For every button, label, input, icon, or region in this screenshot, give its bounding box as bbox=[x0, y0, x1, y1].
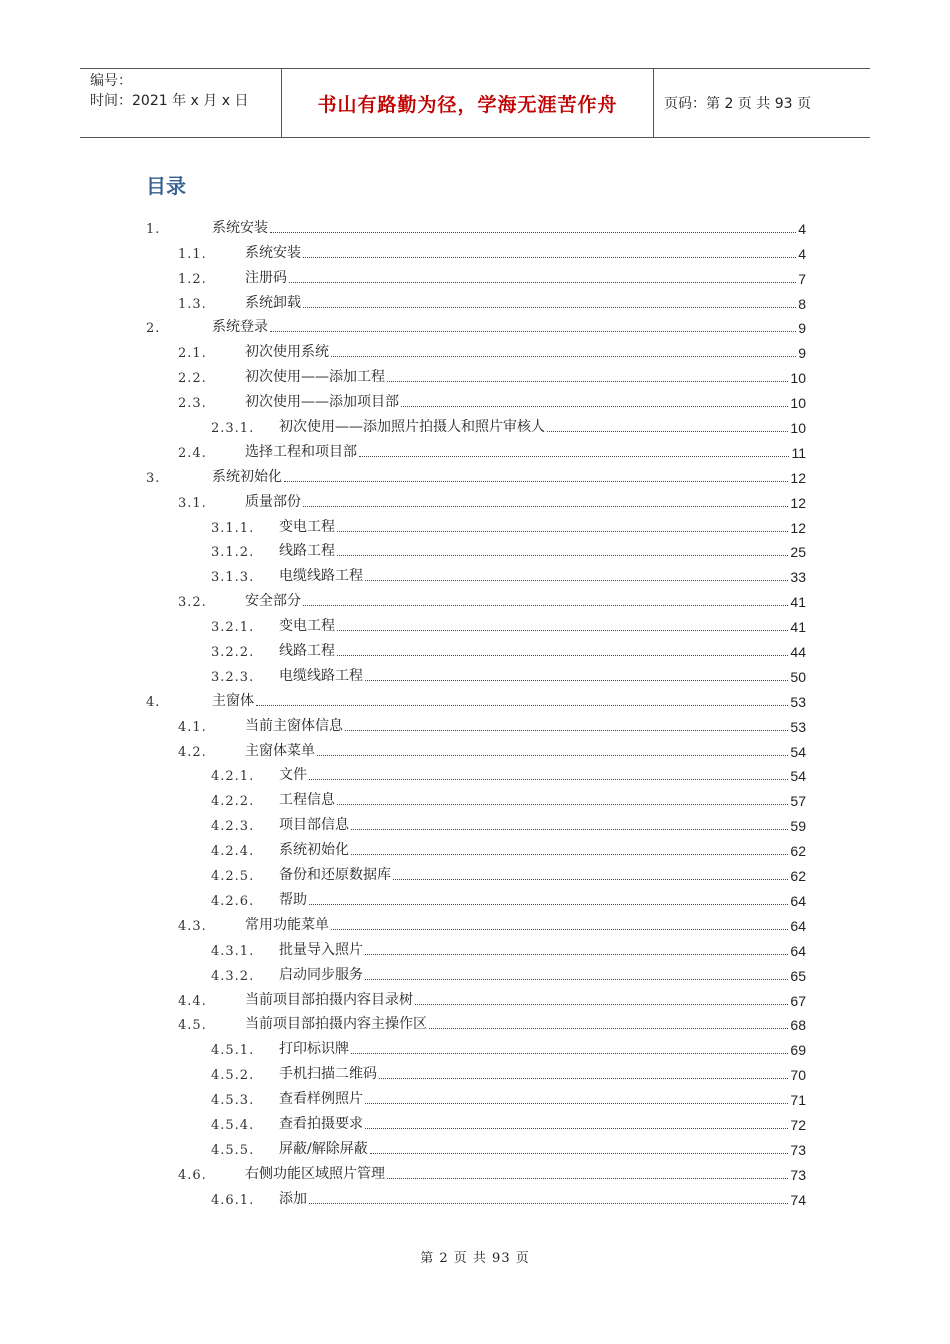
toc-entry-title: 质量部份 bbox=[245, 493, 301, 510]
toc-entry-page: 64 bbox=[790, 917, 806, 934]
toc-entry-page: 12 bbox=[790, 494, 806, 511]
toc-entry-number: 4.5.5. bbox=[211, 1142, 255, 1158]
toc-entry[interactable] bbox=[146, 287, 806, 312]
toc-entry-page: 65 bbox=[790, 967, 806, 984]
toc-entry[interactable] bbox=[146, 1083, 806, 1108]
toc-entry-title: 选择工程和项目部 bbox=[245, 443, 357, 460]
toc-entry[interactable] bbox=[146, 760, 806, 785]
toc-entry[interactable] bbox=[146, 984, 806, 1009]
toc-dot-leader bbox=[309, 1202, 788, 1204]
toc-title: 目录 bbox=[146, 174, 186, 198]
toc-entry-title: 线路工程 bbox=[279, 543, 335, 560]
toc-entry-page: 59 bbox=[790, 818, 806, 835]
toc-entry-title: 右侧功能区域照片管理 bbox=[245, 1165, 385, 1182]
toc-dot-leader bbox=[270, 330, 796, 332]
toc-entry[interactable] bbox=[146, 635, 806, 660]
toc-entry[interactable] bbox=[146, 361, 806, 386]
toc-dot-leader bbox=[331, 928, 788, 930]
toc-entry-number: 4.1. bbox=[178, 719, 207, 735]
toc-entry-title: 文件 bbox=[279, 767, 307, 784]
toc-entry-title: 电缆线路工程 bbox=[279, 568, 363, 585]
toc-entry-title: 系统卸载 bbox=[245, 294, 301, 311]
toc-dot-leader bbox=[337, 654, 788, 656]
toc-entry-page: 68 bbox=[790, 1017, 806, 1034]
toc-entry[interactable] bbox=[146, 809, 806, 834]
toc-dot-leader bbox=[303, 306, 796, 308]
header-number-label: 编号： bbox=[90, 73, 132, 89]
toc-entry-page: 67 bbox=[790, 992, 806, 1009]
toc-entry-number: 4.3.1. bbox=[211, 943, 255, 959]
toc-entry-title: 帮助 bbox=[279, 891, 307, 908]
toc-entry-page: 25 bbox=[790, 544, 806, 561]
toc-entry-title: 工程信息 bbox=[279, 792, 335, 809]
toc-entry-page: 72 bbox=[790, 1116, 806, 1133]
toc-entry-number: 2.3. bbox=[178, 396, 207, 412]
toc-dot-leader bbox=[337, 629, 788, 631]
page-header bbox=[80, 68, 870, 138]
toc-entry[interactable] bbox=[146, 511, 806, 536]
toc-entry[interactable] bbox=[146, 336, 806, 361]
toc-entry-page: 11 bbox=[791, 444, 806, 461]
toc-entry-number: 3.2. bbox=[178, 595, 207, 611]
toc-entry-page: 12 bbox=[790, 519, 806, 536]
toc-dot-leader bbox=[415, 1003, 788, 1005]
toc-entry-title: 变电工程 bbox=[279, 618, 335, 635]
toc-entry[interactable] bbox=[146, 585, 806, 610]
toc-entry-page: 69 bbox=[790, 1042, 806, 1059]
toc-entry-page: 53 bbox=[790, 693, 806, 710]
toc-entry-number: 4.2.6. bbox=[211, 893, 255, 909]
toc-entry-number: 4.2.1. bbox=[211, 769, 255, 785]
toc-entry[interactable] bbox=[146, 909, 806, 934]
toc-dot-leader bbox=[351, 828, 788, 830]
toc-entry-title: 初次使用——添加工程 bbox=[245, 369, 385, 386]
toc-entry-page: 70 bbox=[790, 1067, 806, 1084]
toc-entry-page: 62 bbox=[790, 868, 806, 885]
toc-entry-title: 线路工程 bbox=[279, 643, 335, 660]
toc-dot-leader bbox=[429, 1027, 788, 1029]
toc-entry-title: 系统初始化 bbox=[212, 468, 282, 485]
toc-entry[interactable] bbox=[146, 262, 806, 287]
toc-entry-number: 4.5.3. bbox=[211, 1093, 255, 1109]
toc-entry-title: 系统安装 bbox=[212, 219, 268, 236]
toc-entry-number: 2.3.1. bbox=[211, 421, 255, 437]
toc-entry[interactable] bbox=[146, 1009, 806, 1034]
toc-entry-title: 初次使用系统 bbox=[245, 344, 329, 361]
toc-entry-page: 41 bbox=[790, 619, 806, 636]
toc-entry-page: 53 bbox=[790, 718, 806, 735]
toc-entry[interactable] bbox=[146, 859, 806, 884]
toc-dot-leader bbox=[345, 729, 788, 731]
toc-entry[interactable] bbox=[146, 312, 806, 337]
toc-entry-number: 1.1. bbox=[178, 246, 207, 262]
table-of-contents bbox=[146, 212, 806, 1208]
toc-entry-number: 3.2.1. bbox=[211, 620, 255, 636]
toc-dot-leader bbox=[337, 803, 788, 805]
page-footer: 第 2 页 共 93 页 bbox=[420, 1251, 530, 1266]
toc-entry-title: 手机扫描二维码 bbox=[279, 1066, 377, 1083]
toc-dot-leader bbox=[387, 1177, 788, 1179]
toc-entry-page: 8 bbox=[798, 295, 806, 312]
toc-entry-number: 4.2.2. bbox=[211, 794, 255, 810]
toc-dot-leader bbox=[331, 355, 796, 357]
toc-entry[interactable] bbox=[146, 1158, 806, 1183]
toc-entry-number: 4.2.4. bbox=[211, 844, 255, 860]
toc-entry[interactable] bbox=[146, 461, 806, 486]
toc-entry-number: 2.1. bbox=[178, 346, 207, 362]
toc-entry-number: 3.1.2. bbox=[211, 545, 255, 561]
toc-dot-leader bbox=[289, 281, 796, 283]
toc-entry-page: 10 bbox=[790, 395, 806, 412]
toc-entry-title: 当前项目部拍摄内容目录树 bbox=[245, 991, 413, 1008]
toc-entry[interactable] bbox=[146, 1058, 806, 1083]
toc-entry[interactable] bbox=[146, 486, 806, 511]
toc-entry-page: 4 bbox=[798, 245, 806, 262]
toc-entry-page: 41 bbox=[790, 594, 806, 611]
toc-dot-leader bbox=[359, 455, 789, 457]
header-motto: 书山有路勤为径，学海无涯苦作舟 bbox=[282, 69, 654, 137]
toc-entry-number: 2.4. bbox=[178, 445, 207, 461]
toc-entry-number: 3.2.3. bbox=[211, 669, 255, 685]
toc-entry-title: 打印标识牌 bbox=[279, 1041, 349, 1058]
header-page-info: 页码：第 2 页 共 93 页 bbox=[664, 96, 811, 112]
toc-dot-leader bbox=[317, 754, 788, 756]
toc-entry[interactable] bbox=[146, 685, 806, 710]
toc-dot-leader bbox=[387, 380, 788, 382]
toc-dot-leader bbox=[337, 554, 788, 556]
toc-dot-leader bbox=[351, 853, 788, 855]
toc-entry-title: 主窗体 bbox=[212, 692, 254, 709]
toc-entry-page: 12 bbox=[790, 469, 806, 486]
toc-entry[interactable] bbox=[146, 1133, 806, 1158]
toc-dot-leader bbox=[370, 1152, 789, 1154]
toc-entry[interactable] bbox=[146, 660, 806, 685]
toc-entry-page: 4 bbox=[798, 220, 806, 237]
toc-entry-number: 3.1. bbox=[178, 495, 207, 511]
toc-dot-leader bbox=[303, 604, 788, 606]
toc-entry[interactable] bbox=[146, 959, 806, 984]
toc-entry-title: 初次使用——添加项目部 bbox=[245, 394, 399, 411]
toc-dot-leader bbox=[309, 903, 788, 905]
toc-dot-leader bbox=[303, 256, 796, 258]
toc-entry-page: 74 bbox=[790, 1191, 806, 1208]
toc-entry-number: 1.3. bbox=[178, 296, 207, 312]
toc-entry-number: 4.4. bbox=[178, 993, 207, 1009]
toc-entry[interactable] bbox=[146, 212, 806, 237]
toc-entry[interactable] bbox=[146, 560, 806, 585]
toc-dot-leader bbox=[365, 679, 788, 681]
toc-dot-leader bbox=[309, 778, 788, 780]
toc-entry[interactable] bbox=[146, 1033, 806, 1058]
toc-dot-leader bbox=[547, 430, 788, 432]
toc-dot-leader bbox=[351, 1052, 788, 1054]
toc-entry-title: 启动同步服务 bbox=[279, 966, 363, 983]
toc-entry[interactable] bbox=[146, 536, 806, 561]
toc-entry[interactable] bbox=[146, 386, 806, 411]
toc-dot-leader bbox=[303, 505, 788, 507]
toc-entry-page: 64 bbox=[790, 942, 806, 959]
toc-entry-page: 7 bbox=[798, 270, 806, 287]
toc-entry-title: 初次使用——添加照片拍摄人和照片审核人 bbox=[279, 419, 545, 436]
toc-entry-title: 系统初始化 bbox=[279, 842, 349, 859]
toc-entry-page: 9 bbox=[798, 320, 806, 337]
toc-dot-leader bbox=[256, 704, 788, 706]
toc-entry-title: 备份和还原数据库 bbox=[279, 867, 391, 884]
toc-entry-title: 查看样例照片 bbox=[279, 1091, 363, 1108]
toc-dot-leader bbox=[393, 878, 788, 880]
toc-entry-number: 4.5. bbox=[178, 1018, 207, 1034]
toc-entry[interactable] bbox=[146, 784, 806, 809]
toc-dot-leader bbox=[379, 1077, 788, 1079]
toc-entry-title: 查看拍摄要求 bbox=[279, 1115, 363, 1132]
toc-entry-title: 系统登录 bbox=[212, 319, 268, 336]
toc-entry-number: 4.5.4. bbox=[211, 1117, 255, 1133]
toc-entry[interactable] bbox=[146, 735, 806, 760]
toc-entry-number: 3.2.2. bbox=[211, 645, 255, 661]
toc-entry-page: 10 bbox=[790, 420, 806, 437]
toc-entry-number: 4.2. bbox=[178, 744, 207, 760]
toc-entry-title: 主窗体菜单 bbox=[245, 742, 315, 759]
toc-entry-page: 73 bbox=[790, 1166, 806, 1183]
toc-entry-title: 注册码 bbox=[245, 269, 287, 286]
toc-entry-page: 50 bbox=[790, 668, 806, 685]
toc-dot-leader bbox=[365, 953, 788, 955]
toc-entry-page: 64 bbox=[790, 892, 806, 909]
toc-entry-page: 44 bbox=[790, 644, 806, 661]
toc-entry[interactable] bbox=[146, 884, 806, 909]
toc-entry-page: 54 bbox=[790, 768, 806, 785]
toc-entry-title: 当前主窗体信息 bbox=[245, 717, 343, 734]
toc-entry-title: 系统安装 bbox=[245, 244, 301, 261]
toc-entry-title: 安全部分 bbox=[245, 593, 301, 610]
toc-dot-leader bbox=[401, 405, 788, 407]
toc-entry[interactable] bbox=[146, 834, 806, 859]
toc-entry[interactable] bbox=[146, 411, 806, 436]
toc-dot-leader bbox=[365, 579, 788, 581]
toc-entry[interactable] bbox=[146, 934, 806, 959]
toc-dot-leader bbox=[270, 231, 796, 233]
toc-entry-page: 57 bbox=[790, 793, 806, 810]
toc-entry-page: 9 bbox=[798, 345, 806, 362]
toc-entry-number: 4. bbox=[146, 694, 161, 710]
toc-entry-title: 添加 bbox=[279, 1190, 307, 1207]
toc-entry-number: 4.6.1. bbox=[211, 1192, 255, 1208]
toc-dot-leader bbox=[284, 480, 788, 482]
toc-dot-leader bbox=[365, 978, 788, 980]
toc-entry-number: 2.2. bbox=[178, 371, 207, 387]
toc-entry-page: 10 bbox=[790, 370, 806, 387]
toc-entry[interactable] bbox=[146, 1108, 806, 1133]
toc-entry-number: 2. bbox=[146, 321, 161, 337]
toc-entry-number: 4.2.3. bbox=[211, 819, 255, 835]
toc-dot-leader bbox=[365, 1127, 788, 1129]
toc-entry-title: 批量导入照片 bbox=[279, 941, 363, 958]
toc-entry-number: 4.3. bbox=[178, 918, 207, 934]
toc-entry-number: 3.1.1. bbox=[211, 520, 255, 536]
toc-entry[interactable] bbox=[146, 610, 806, 635]
toc-entry-number: 3. bbox=[146, 470, 161, 486]
toc-entry-title: 常用功能菜单 bbox=[245, 916, 329, 933]
toc-entry-page: 62 bbox=[790, 843, 806, 860]
toc-entry-page: 54 bbox=[790, 743, 806, 760]
toc-entry[interactable] bbox=[146, 237, 806, 262]
toc-entry-number: 3.1.3. bbox=[211, 570, 255, 586]
toc-entry-page: 73 bbox=[790, 1141, 806, 1158]
toc-entry-number: 4.2.5. bbox=[211, 869, 255, 885]
toc-entry-title: 变电工程 bbox=[279, 518, 335, 535]
header-meta bbox=[80, 69, 282, 137]
toc-entry[interactable] bbox=[146, 436, 806, 461]
toc-entry-number: 4.5.1. bbox=[211, 1043, 255, 1059]
toc-dot-leader bbox=[337, 530, 788, 532]
toc-entry-title: 电缆线路工程 bbox=[279, 667, 363, 684]
toc-entry-title: 项目部信息 bbox=[279, 817, 349, 834]
toc-entry-title: 当前项目部拍摄内容主操作区 bbox=[245, 1016, 427, 1033]
toc-dot-leader bbox=[365, 1102, 788, 1104]
toc-entry-number: 1.2. bbox=[178, 271, 207, 287]
toc-entry[interactable] bbox=[146, 1183, 806, 1208]
toc-entry-title: 屏蔽/解除屏蔽 bbox=[279, 1140, 368, 1157]
header-time-label: 时间：2021 年 x 月 x 日 bbox=[90, 93, 249, 109]
toc-entry-number: 4.3.2. bbox=[211, 968, 255, 984]
toc-entry-number: 4.6. bbox=[178, 1167, 207, 1183]
toc-entry-number: 4.5.2. bbox=[211, 1068, 255, 1084]
toc-entry-page: 33 bbox=[790, 569, 806, 586]
toc-entry[interactable] bbox=[146, 710, 806, 735]
toc-entry-number: 1. bbox=[146, 221, 161, 237]
toc-entry-page: 71 bbox=[790, 1092, 806, 1109]
